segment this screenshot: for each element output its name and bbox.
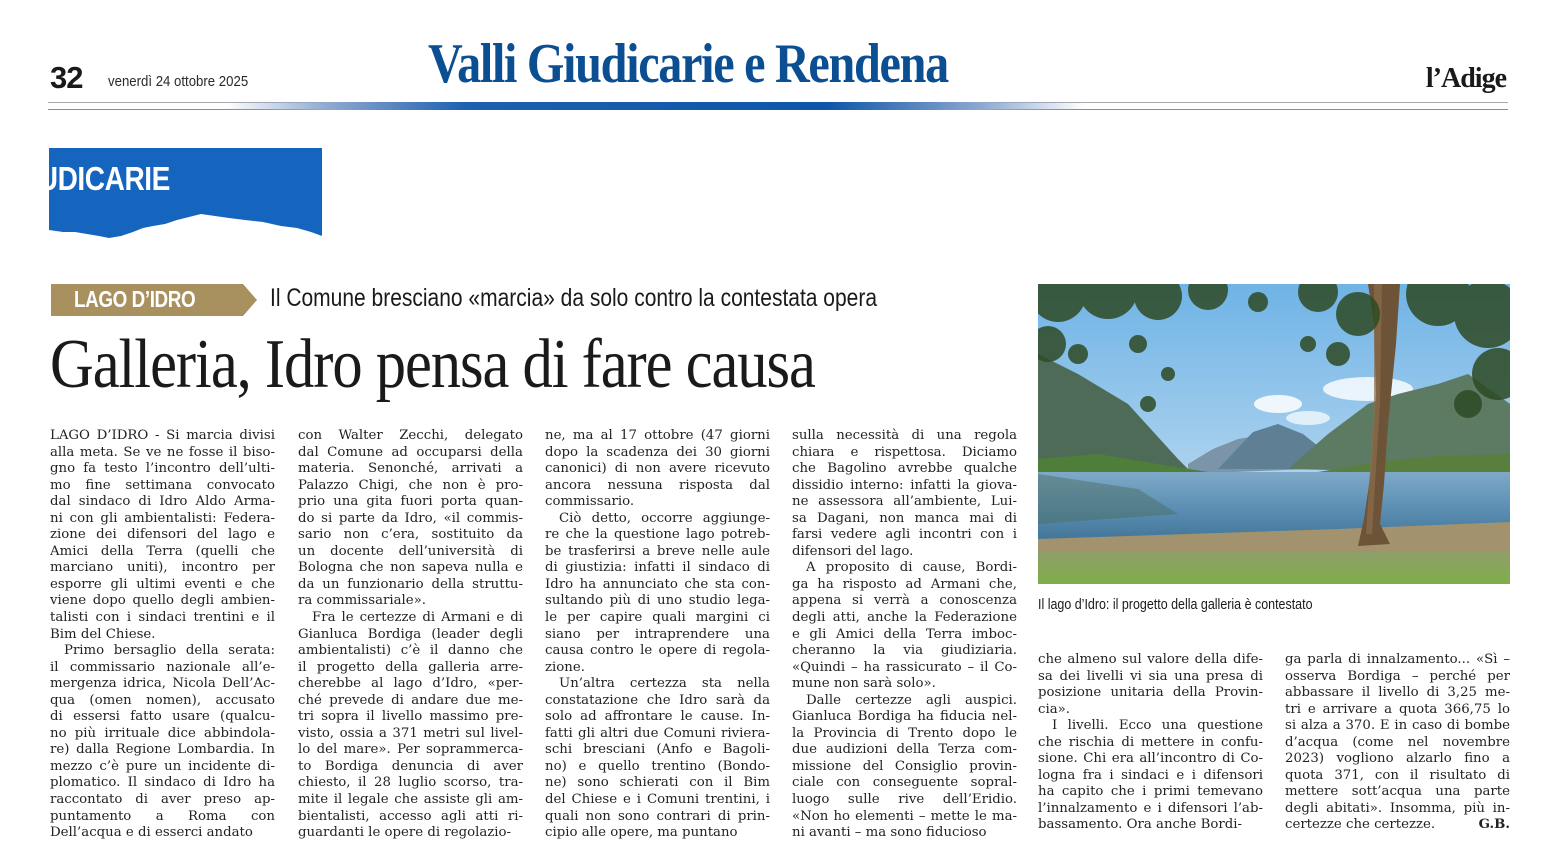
article-text-line: abbassare il livello di 3,25 me- <box>1285 685 1510 701</box>
article-text-line: quali non sono contrari di prin- <box>545 808 770 824</box>
article-text-line: puntamento a Roma con <box>50 808 275 824</box>
article-text-line: ancora nessuna risposta dal <box>545 477 770 493</box>
article-text-line: Gianluca Bordiga ha fiducia nel- <box>792 709 1017 725</box>
headline: Galleria, Idro pensa di fare causa <box>50 326 815 403</box>
lake-landscape-icon <box>1038 284 1510 584</box>
article-text-line: prio una gita fuori porta quan- <box>298 494 523 510</box>
article-text-line: farsi vedere agli incontri con i <box>792 527 1017 543</box>
section-title: Valli Giudicarie e Rendena <box>428 33 948 95</box>
article-text-line: bientalisti, accesso agli atti ri- <box>298 808 523 824</box>
article-text-line: del Chiese e i Comuni trentini, i <box>545 792 770 808</box>
article-text-line: marciano uniti), incontro per <box>50 560 275 576</box>
article-text-line: ni con gli ambientalisti: Federa- <box>50 510 275 526</box>
article-text-line: sa Dagani, non manca mai di <box>792 510 1017 526</box>
article-text-line: Bim del Chiese. <box>50 626 156 642</box>
article-text-line: cia». <box>1038 701 1070 717</box>
article-text-line: tri sopra il livello massimo pre- <box>298 709 523 725</box>
article-text-line: be trasferirsi a breve nelle aule <box>545 543 770 559</box>
article-column-6 <box>1285 652 1510 834</box>
article-text-line: Idro ha annunciato che sta con- <box>545 576 770 592</box>
article-text-line: certezze che certezze. G.B. <box>1285 817 1510 833</box>
article-text-line: mite il legale che assiste gli am- <box>298 792 523 808</box>
article-text-line: dopo la scadenza dei 30 giorni <box>545 444 770 460</box>
article-text-line: siano per intraprendere una <box>545 626 770 642</box>
article-text-line: appena si verrà a conoscenza <box>792 593 1017 609</box>
article-text-line: ché prevede di andare due me- <box>298 692 523 708</box>
article-text-line: bassamento. Ora anche Bordi- <box>1038 817 1243 833</box>
article-text-line: le per capire quali margini ci <box>545 610 770 626</box>
article-text-line: ambientalisti) c’è il danno che <box>298 643 523 659</box>
article-text-line: Un’altra certezza sta nella <box>559 676 770 692</box>
article-text-line: un docente dell’università di <box>298 543 523 559</box>
article-text-line: guardanti le opere di regolazio- <box>298 825 512 841</box>
article-text-line: sione. Chi era all’incontro di Co- <box>1038 751 1263 767</box>
article-text-line: chiesto, il 28 luglio scorso, tra- <box>298 775 523 791</box>
article-text-line: I livelli. Ecco una questione <box>1052 718 1263 734</box>
article-text-line: che almeno sul valore della dife- <box>1038 652 1263 667</box>
article-text-line: osserva Bordiga – perché per <box>1285 668 1510 684</box>
article-text-line: dal Comune ad occuparsi della <box>298 444 523 460</box>
article-text-line: quota 371, con il risultato di <box>1285 767 1510 783</box>
article-text-line: mettere sott’acqua una parte <box>1285 784 1510 800</box>
lake-photo <box>1038 284 1510 584</box>
article-text-line: dal sindaco di Idro Aldo Arma- <box>50 494 275 510</box>
article-text-line: «Non ho elementi – mette le ma- <box>792 808 1017 824</box>
article-text-line: e gli Amici della Terra imboc- <box>792 626 1017 642</box>
article-text-line: da un funzionario della struttu- <box>298 576 523 592</box>
article-text-line: alla meta. Se ve ne fosse il biso- <box>50 444 275 460</box>
kicker: Il Comune bresciano «marcia» da solo contro la contestata opera <box>270 284 878 312</box>
article-text-line: schi bresciani (Anfo e Bagoli- <box>545 742 770 758</box>
article-column-2 <box>298 428 523 842</box>
article-text-line: 2023) vogliono alzarlo fino a <box>1285 751 1510 767</box>
article-text-line: mune non sarà solo». <box>792 676 936 692</box>
article-text-line: ne, ma al 17 ottobre (47 giorni <box>545 428 770 443</box>
article-text-line: due audizioni della Terza com- <box>792 742 1017 758</box>
article-text-line: re che la questione lago potreb- <box>545 527 770 543</box>
article-text-line: chiara e rispettosa. Diciamo <box>792 444 1017 460</box>
article-text-line: canonici) di non avere ricevuto <box>545 461 770 477</box>
article-text-line: sario non c’era, sostituito da <box>298 527 523 543</box>
article-text-line: no più irrituale dice abbindola- <box>50 725 275 741</box>
article-text-line: raccontato di aver preso ap- <box>50 792 275 808</box>
article-text-line: cheranno la via giudiziaria. <box>792 643 1017 659</box>
author-signature: G.B. <box>1478 817 1510 833</box>
article-text-line: luogo sulle rive dell’Eridio. <box>792 792 1017 808</box>
article-text-line: ne assessora all’ambiente, Lui- <box>792 494 1017 510</box>
article-text-line: missione del Consiglio provin- <box>792 758 1017 774</box>
article-text-line: Amici della Terra (quelli che <box>50 543 275 559</box>
article-text-line: Primo bersaglio della serata: <box>64 643 275 659</box>
article-text-line: posizione unitaria della Provin- <box>1038 685 1263 701</box>
article-text-line: commissario. <box>545 494 635 510</box>
article-column-3 <box>545 428 770 842</box>
article-text-line: no) e quello trentino (Bondo- <box>545 758 770 774</box>
article-text-line: Dell’acqua e di esserci andato <box>50 825 253 841</box>
header-gradient-bar <box>225 102 1085 110</box>
page-date: venerdì 24 ottobre 2025 <box>108 73 249 90</box>
article-column-1 <box>50 428 275 842</box>
article-text-line: difensori del lago. <box>792 543 914 559</box>
article-text-line: fatti gli altri due Comuni riviera- <box>545 725 770 741</box>
masthead-logo: l’Adige <box>1425 63 1506 94</box>
article-text-line: talisti con i sindaci trentini e il <box>50 610 275 626</box>
article-text-line: ha capito che i primi temevano <box>1038 784 1263 800</box>
article-text-line: «Quindi – ha rassicurato – il Co- <box>792 659 1017 675</box>
article-text-line: ra commissariale». <box>298 593 427 609</box>
article-text-line: esporre gli ultimi eventi e che <box>50 576 275 592</box>
article-text-line: Fra le certezze di Armani e di <box>312 610 523 626</box>
article-text-line: sultando più di uno studio lega- <box>545 593 770 609</box>
article-text-line: ga ha risposto ad Armani che, <box>792 576 1017 592</box>
article-column-5 <box>1038 652 1263 834</box>
article-text-line: di giustizia: infatti il sindaco di <box>545 560 770 576</box>
article-text-line: Bologna che non sapeva nulla e <box>298 560 523 576</box>
article-text-line: che Bagolino avrebbe qualche <box>792 461 1017 477</box>
article-text-line: Gianluca Bordiga (leader degli <box>298 626 523 642</box>
article-text-line: visto, ossia a 371 metri sul livel- <box>298 725 523 741</box>
article-text-line: il commissario nazionale all’e- <box>50 659 275 675</box>
photo-caption: Il lago d’Idro: il progetto della galleria è contestato <box>1038 597 1313 613</box>
article-text-line: Dalle certezze agli auspici. <box>806 692 1017 708</box>
article-text-line: il progetto della galleria arre- <box>298 659 523 675</box>
article-text-line: logna fra i sindaci e i difensori <box>1038 767 1263 783</box>
article-text-line: ga parla di innalzamento... «Sì – <box>1285 652 1510 667</box>
article-text-line: zione dei difensori del lago e <box>50 527 275 543</box>
article-text-line: la Provincia di Trento dopo le <box>792 725 1017 741</box>
article-text-line: mo fine settimana convocato <box>50 477 275 493</box>
article-text-line: A proposito di cause, Bordi- <box>806 560 1017 576</box>
article-text-line: d’acqua (come nel novembre <box>1285 734 1510 750</box>
article-text-line: tri e arrivare a quota 366,75 lo <box>1285 701 1510 717</box>
article-text-line: con Walter Zecchi, delegato <box>298 428 523 443</box>
article-text-line: gno fa testo l’incontro dell’ulti- <box>50 461 275 477</box>
article-text-line: dissidio interno: infatti la giova- <box>792 477 1017 493</box>
article-text-line: viene dopo quello degli ambien- <box>50 593 275 609</box>
article-text-line: constatazione che Idro sarà da <box>545 692 770 708</box>
article-text-line: qua (omen nomen), accusato <box>50 692 275 708</box>
article-column-4 <box>792 428 1017 842</box>
article-text-line: cherebbe al lago d’Idro, «per- <box>298 676 523 692</box>
article-text-line: mergenza idrica, Nicola Dell’Ac- <box>50 676 275 692</box>
article-text-line: materia. Senonché, arrivati a <box>298 461 523 477</box>
article-text-line: ciale con conseguente sopral- <box>792 775 1017 791</box>
article-text-line: plomatico. Il sindaco di Idro ha <box>50 775 275 791</box>
article-text-line: mezzo c’è pure un incidente di- <box>50 758 275 774</box>
article-text-line: Ciò detto, occorre aggiunge- <box>559 510 770 526</box>
article-text-line: ni avanti – ma sono fiducioso <box>792 825 987 841</box>
article-text-line: degli atti, anche la Federazione <box>792 610 1017 626</box>
article-text-line: sulla necessità di una regola <box>792 428 1017 443</box>
article-text-line: che rischia di mettere in confu- <box>1038 734 1263 750</box>
page-number: 32 <box>50 60 83 95</box>
article-text-line: zione. <box>545 659 585 675</box>
article-text-line: di essersi fatto usare (qualcu- <box>50 709 275 725</box>
article-text-line: ne) sono schierati con il Bim <box>545 775 770 791</box>
article-text-line: sa dei livelli vi sia una presa di <box>1038 668 1263 684</box>
article-text-line: Palazzo Chigi, che non è pro- <box>298 477 523 493</box>
article-text-line: si alza a 370. E in caso di bombe <box>1285 718 1510 734</box>
article-text-line: l’innalzamento e i difensori l’ab- <box>1038 800 1263 816</box>
article-text-line: to Bordiga denuncia di aver <box>298 758 523 774</box>
article-text-line: lo del mare». Per soprammerca- <box>298 742 523 758</box>
article-text-line: LAGO D’IDRO - Si marcia divisi <box>50 428 275 443</box>
article-text-line: do si parte da Idro, «il commis- <box>298 510 523 526</box>
article-text-line: degli abitati». Insomma, più in- <box>1285 800 1510 816</box>
article-text-line: causa contro le opere di regola- <box>545 643 770 659</box>
kicker-tag-label: LAGO D’IDRO <box>74 286 196 312</box>
article-text-line: cipio alle opere, ma puntano <box>545 825 738 841</box>
article-text-line: re) dalla Regione Lombardia. In <box>50 742 275 758</box>
article-text-line: solo ad affrontare le cause. In- <box>545 709 770 725</box>
section-banner-label: GIUDICARIE <box>9 160 170 197</box>
